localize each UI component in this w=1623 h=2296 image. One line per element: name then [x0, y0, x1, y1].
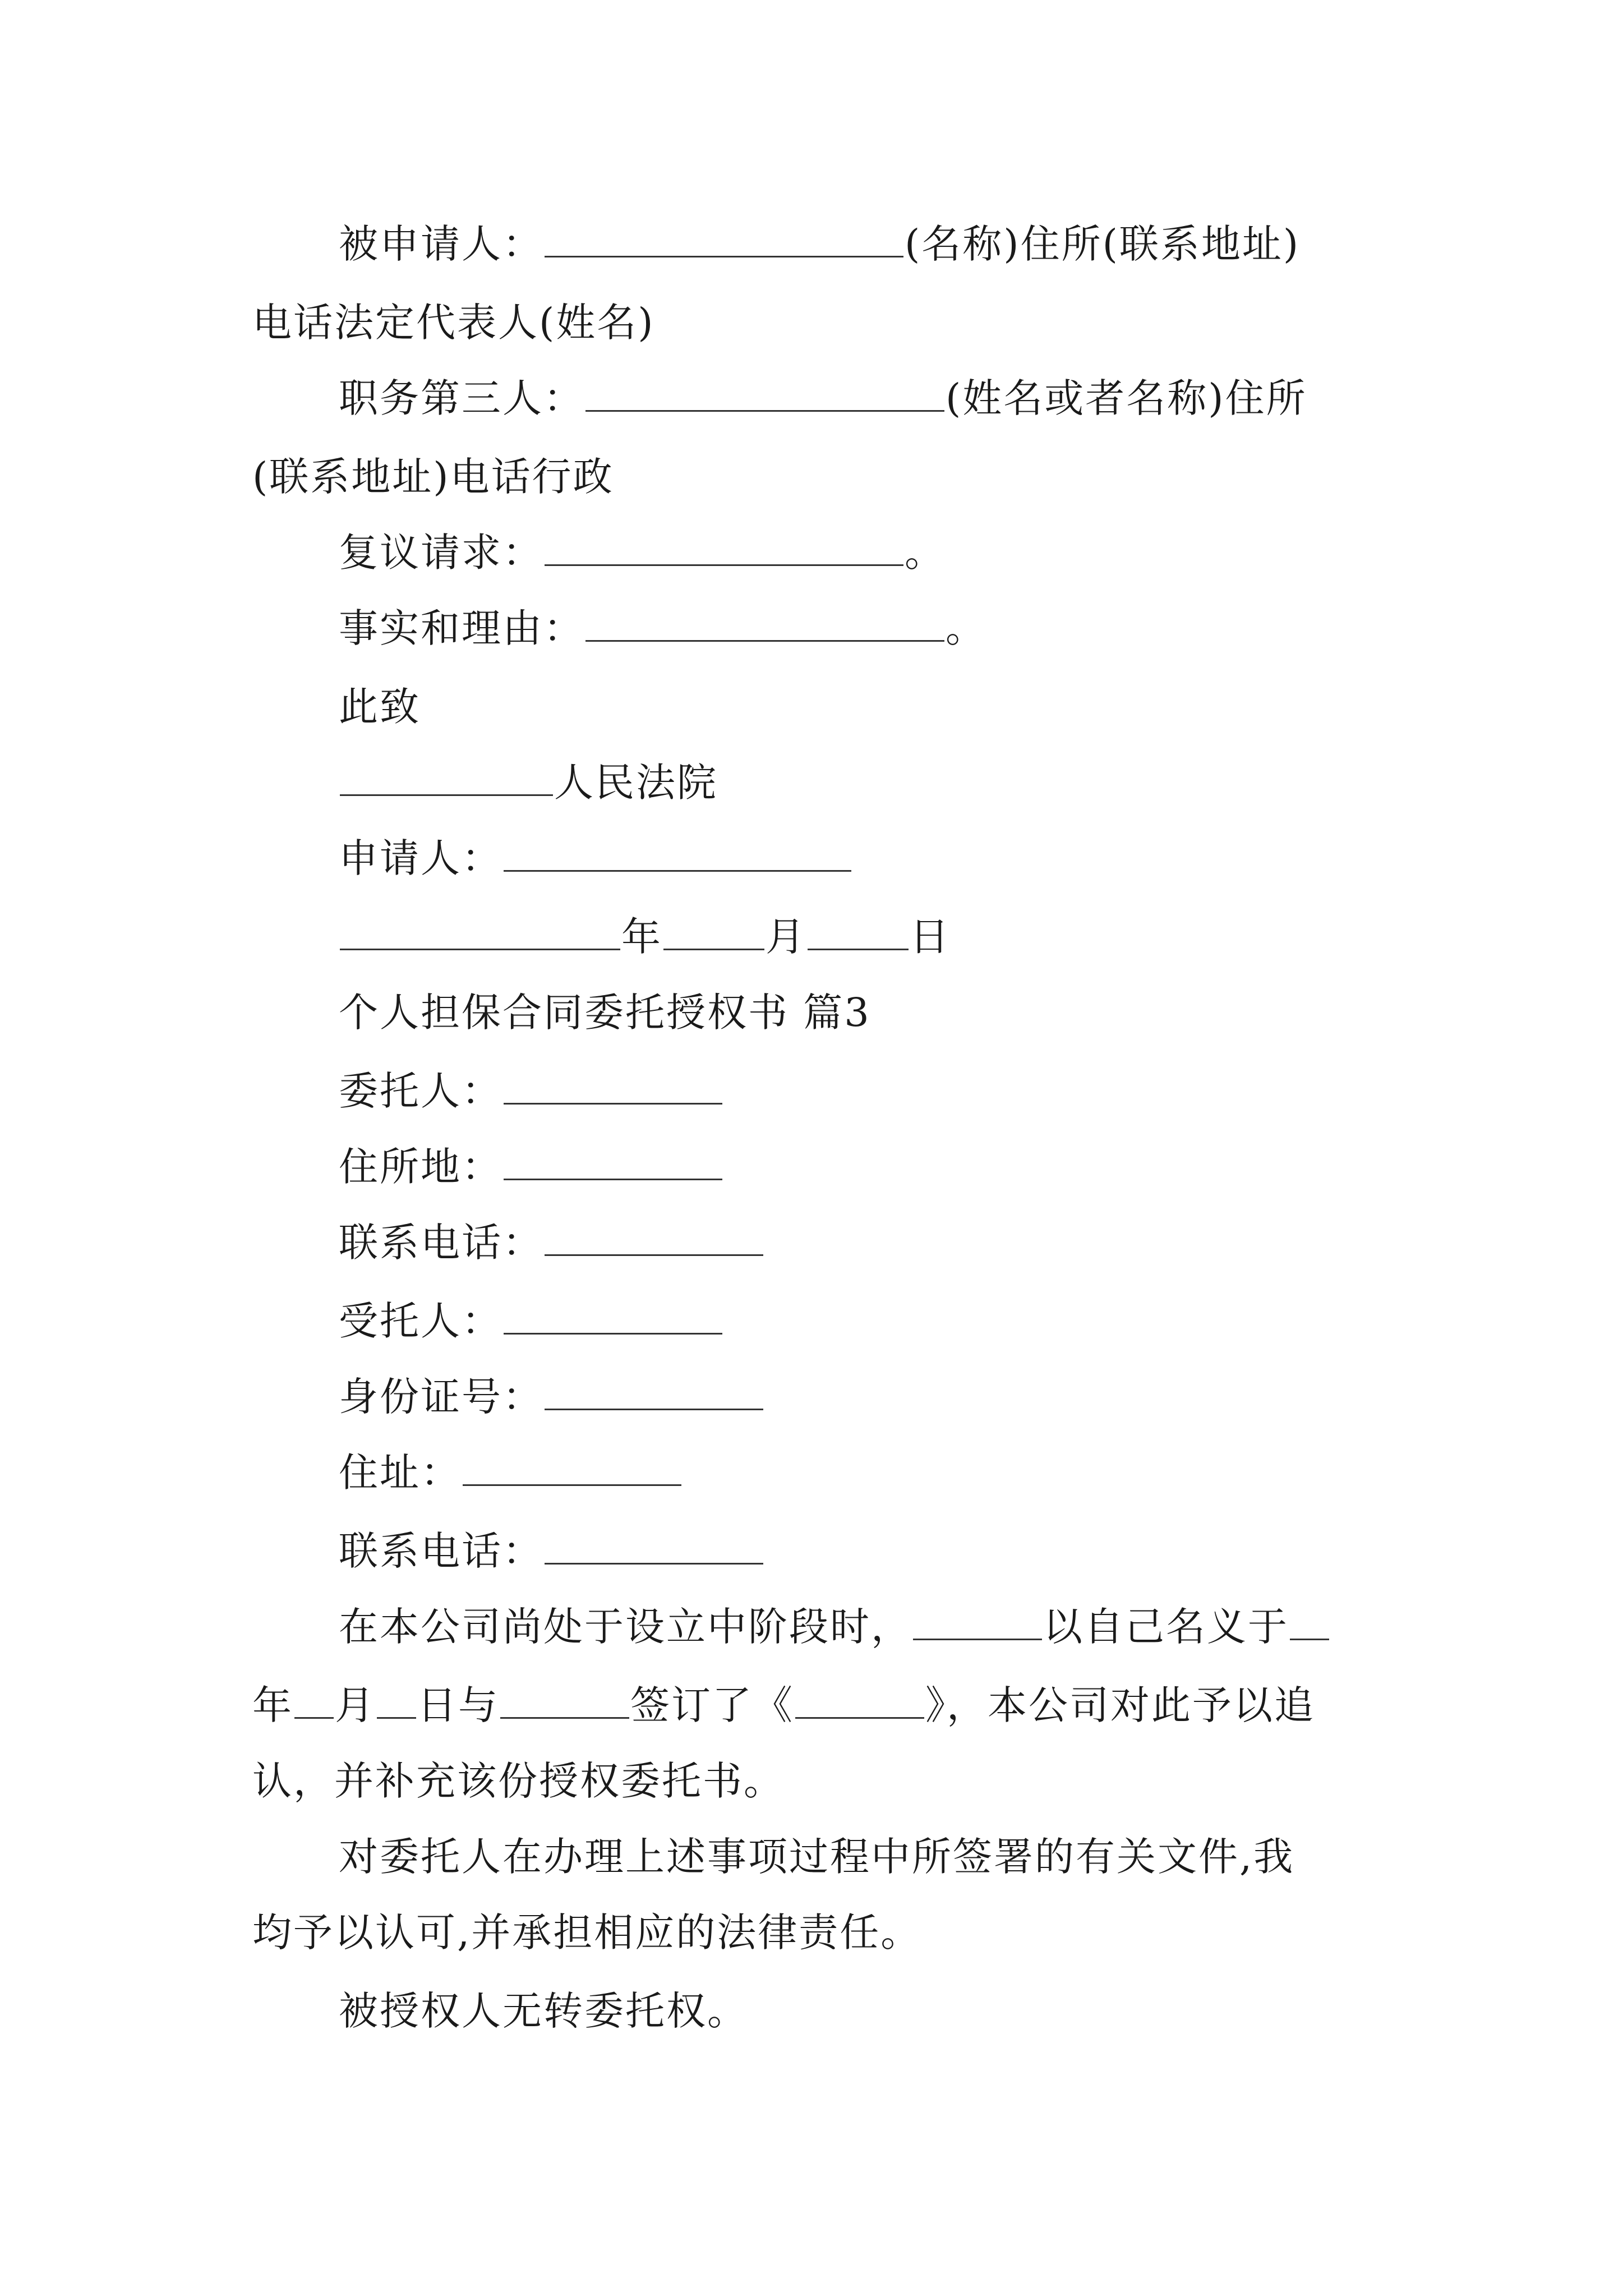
contact-address-line: (联系地址)电话行政 [252, 454, 614, 500]
phone-legal-rep-line: 电话法定代表人(姓名) [252, 300, 655, 346]
phone-label-1: 联系电话： [339, 1220, 543, 1266]
id-number-label: 身份证号： [339, 1374, 543, 1420]
date-line [339, 909, 1385, 965]
paragraph-1-text-a: 在本公司尚处于设立中阶段时， [339, 1604, 912, 1650]
party-name-blank [913, 1604, 1042, 1640]
day-label: 日 [910, 914, 951, 960]
principal-line [339, 1063, 1385, 1119]
respondent-line [339, 216, 1385, 272]
agent-line [339, 1293, 1385, 1349]
year-short-blank [1290, 1604, 1329, 1640]
agent-label: 受托人： [339, 1298, 502, 1344]
court-blank [340, 760, 553, 796]
agent-blank [504, 1298, 722, 1335]
paragraph-1-text-b: 以自己名义于 [1043, 1604, 1289, 1650]
facts-reasons-line [339, 600, 1385, 656]
p1-year: 年 [252, 1682, 293, 1728]
court-line [339, 754, 1385, 811]
respondent-suffix: (名称)住所(联系地址) [905, 221, 1301, 267]
domicile-blank [504, 1144, 722, 1180]
respondent-label: 被申请人： [339, 221, 543, 267]
paragraph-1-line-3: 认，并补充该份授权委托书。 [252, 1758, 785, 1804]
third-party-line [339, 370, 1385, 426]
principal-blank [504, 1068, 722, 1105]
applicant-line [339, 830, 1385, 886]
review-request-blank [545, 530, 903, 566]
p1-day-blank [377, 1682, 416, 1719]
facts-reasons-blank [585, 605, 944, 642]
paragraph-1-line-1 [339, 1599, 1385, 1655]
day-blank [808, 914, 909, 950]
domicile-label: 住所地： [339, 1144, 502, 1190]
phone-line-1 [339, 1214, 1385, 1271]
third-party-blank [585, 375, 944, 412]
paragraph-1-line-2 [252, 1677, 1385, 1733]
p1-day: 日与 [417, 1682, 499, 1728]
domicile-line [339, 1139, 1385, 1195]
year-label: 年 [621, 914, 662, 960]
applicant-label: 申请人： [339, 835, 502, 881]
applicant-blank [504, 835, 851, 872]
year-blank [340, 914, 620, 950]
review-request-period: 。 [905, 530, 946, 576]
address-blank [463, 1450, 681, 1486]
id-number-line [339, 1369, 1385, 1425]
facts-reasons-label: 事实和理由： [339, 605, 584, 651]
phone-blank-1 [545, 1220, 763, 1256]
review-request-line [339, 524, 1385, 581]
p1-signed: 签订了《 [630, 1682, 794, 1728]
p1-close: 》，本公司对此予以追 [925, 1682, 1315, 1728]
p1-month-blank [294, 1682, 334, 1719]
phone-label-2: 联系电话： [339, 1528, 543, 1574]
review-request-label: 复议请求： [339, 530, 543, 576]
counterparty-blank [500, 1682, 629, 1719]
court-label: 人民法院 [554, 760, 718, 806]
phone-blank-2 [545, 1528, 763, 1565]
id-number-blank [545, 1374, 763, 1410]
facts-reasons-period: 。 [946, 605, 986, 651]
month-label: 月 [766, 914, 806, 960]
address-line [339, 1444, 1385, 1501]
section-title: 个人担保合同委托授权书 篇3 [339, 990, 871, 1036]
principal-label: 委托人： [339, 1068, 502, 1114]
salutation-line: 此致 [339, 684, 421, 730]
third-party-label: 职务第三人： [339, 375, 584, 421]
p1-month: 月 [335, 1682, 376, 1728]
contract-name-blank [795, 1682, 924, 1719]
respondent-blank [545, 221, 903, 257]
month-blank [663, 914, 764, 950]
paragraph-2-line-1: 对委托人在办理上述事项过程中所签署的有关文件,我 [339, 1834, 1295, 1880]
address-label: 住址： [339, 1450, 462, 1496]
paragraph-3-line-1: 被授权人无转委托权。 [339, 1988, 748, 2034]
paragraph-2-line-2: 均予以认可,并承担相应的法律责任。 [252, 1910, 922, 1955]
phone-line-2 [339, 1523, 1385, 1579]
third-party-suffix: (姓名或者名称)住所 [946, 375, 1307, 421]
